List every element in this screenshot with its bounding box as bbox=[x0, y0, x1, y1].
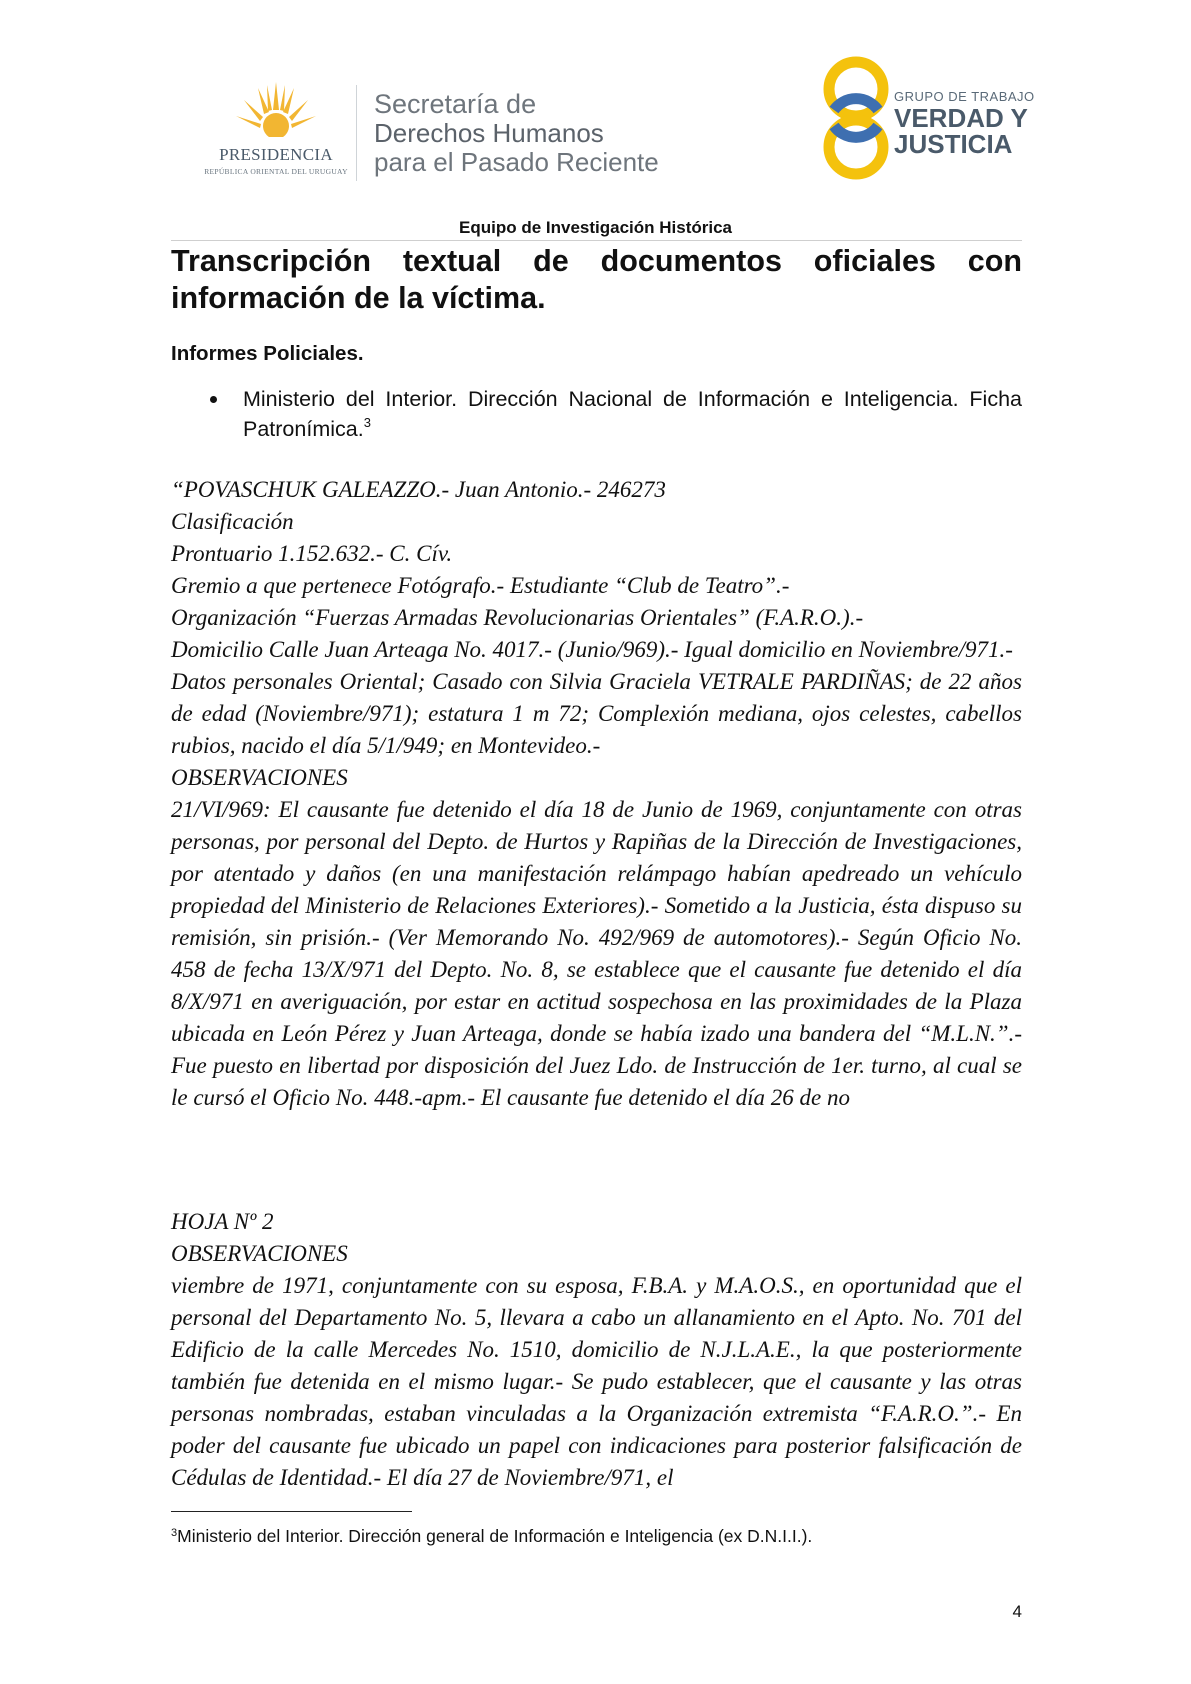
transcription-line: Organización “Fuerzas Armadas Revolucionarias Orientales” (F.A.R.O.).- bbox=[171, 605, 864, 630]
header-divider bbox=[356, 85, 357, 181]
bullet-icon bbox=[210, 396, 217, 403]
presidencia-logo bbox=[196, 82, 356, 182]
secretaria-logo-text bbox=[374, 90, 704, 177]
transcription-block-2 bbox=[171, 1206, 1022, 1494]
team-heading: Equipo de Investigación Histórica bbox=[459, 218, 732, 237]
transcription-line: OBSERVACIONES bbox=[171, 1241, 348, 1266]
section-subtitle: Informes Policiales. bbox=[171, 342, 364, 365]
presidencia-wordmark: PRESIDENCIA bbox=[219, 145, 333, 164]
footnote-separator bbox=[171, 1511, 412, 1512]
transcription-line: HOJA Nº 2 bbox=[171, 1209, 274, 1234]
secretaria-line-2: Derechos Humanos bbox=[374, 118, 604, 148]
header-rule bbox=[171, 240, 1022, 241]
footnote-number: 3 bbox=[171, 1527, 178, 1539]
source-bullet bbox=[243, 384, 1022, 444]
page-title: Transcripción textual de documentos oficiales con información de la víctima. bbox=[171, 244, 1022, 315]
transcription-line: 21/VI/969: El causante fue detenido el día 18 de Junio de 1969, conjuntamente con otras personas, por personal del Depto. de Hurtos y Rapiñas de la Dirección de Investigaciones, por atentado y daños (en una manifestación relámpago habían apedreado un vehículo propiedad del Ministerio de Relaciones Exteriores).- Sometido a la Justicia, ésta dispuso su remisión, sin prisión.- (Ver Memorando No. 492/969 de automotores).- Según Oficio No. 458 de fecha 13/X/971 del Depto. No. 8, se establece que el causante fue detenido el día 8/X/971 en averiguación, por estar en actitud sospechosa en las proximidades de la Plaza ubicada en León Pérez y Juan Arteaga, donde se había izado una bandera del “M.L.N.”.- Fue puesto en libertad por disposición del Juez Ldo. de Instrucción de 1er. turno, al cual se le cursó el Oficio No. 448.-apm.- El causante fue detenido el día 26 de no bbox=[171, 797, 1022, 1110]
interlocked-rings-icon bbox=[820, 55, 892, 181]
page-number: 4 bbox=[1012, 1602, 1022, 1621]
footnote-text: Ministerio del Interior. Dirección general de Información e Inteligencia (ex D.N.I.I.). bbox=[177, 1526, 813, 1546]
transcription-line: Prontuario 1.152.632.- C. Cív. bbox=[171, 541, 453, 566]
verdad-justicia-logo bbox=[820, 55, 1040, 185]
presidencia-subtitle: REPÚBLICA ORIENTAL DEL URUGUAY bbox=[204, 167, 348, 176]
footnote-ref[interactable]: 3 bbox=[363, 415, 371, 430]
transcription-block-1 bbox=[171, 474, 1022, 1114]
transcription-line: OBSERVACIONES bbox=[171, 765, 348, 790]
grupo-line-3: JUSTICIA bbox=[894, 129, 1013, 159]
footnote bbox=[171, 1525, 1022, 1547]
source-bullet-text: Ministerio del Interior. Dirección Nacional de Información e Inteligencia. Ficha Patronímica. bbox=[243, 387, 1022, 441]
grupo-line-1: GRUPO DE TRABAJO bbox=[894, 89, 1035, 104]
transcription-line: Domicilio Calle Juan Arteaga No. 4017.- (Junio/969).- Igual domicilio en Noviembre/971.- bbox=[171, 637, 1013, 662]
transcription-line: Datos personales Oriental; Casado con Silvia Graciela VETRALE PARDIÑAS; de 22 años de edad (Noviembre/971); estatura 1 m 72; Complexión mediana, ojos celestes, cabellos rubios, nacido el día 5/1/949; en Montevideo.- bbox=[171, 669, 1022, 758]
transcription-line: “POVASCHUK GALEAZZO.- Juan Antonio.- 246273 bbox=[171, 477, 666, 502]
grupo-line-2: VERDAD Y bbox=[894, 103, 1028, 133]
sun-emblem-icon bbox=[234, 82, 318, 144]
secretaria-line-3: para el Pasado Reciente bbox=[374, 147, 659, 177]
transcription-line: viembre de 1971, conjuntamente con su esposa, F.B.A. y M.A.O.S., en oportunidad que el personal del Departamento No. 5, llevara a cabo un allanamiento en el Apto. No. 701 del Edificio de la calle Mercedes No. 1510, domicilio de N.J.L.A.E., la que posteriormente también fue detenida en el mismo lugar.- Se pudo establecer, que el causante y las otras personas nombradas, estaban vinculadas a la Organización extremista “F.A.R.O.”.- En poder del causante fue ubicado un papel con indicaciones para posterior falsificación de Cédulas de Identidad.- El día 27 de Noviembre/971, el bbox=[171, 1273, 1022, 1490]
transcription-line: Clasificación bbox=[171, 509, 294, 534]
secretaria-line-1: Secretaría de bbox=[374, 89, 537, 119]
transcription-line: Gremio a que pertenece Fotógrafo.- Estudiante “Club de Teatro”.- bbox=[171, 573, 790, 598]
